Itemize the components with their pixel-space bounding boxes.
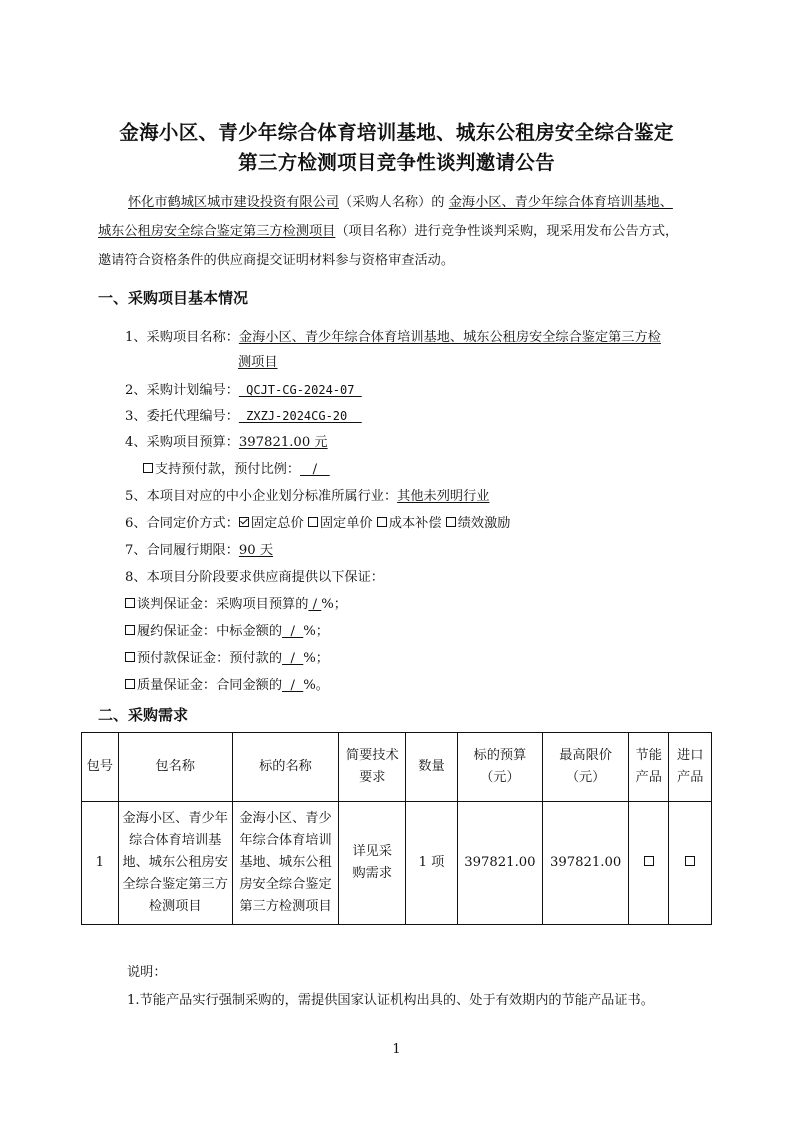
pricing-option-fixed-total: 固定总价: [250, 516, 304, 531]
item1: [125, 326, 661, 345]
guarantee-label: 履约保证金：中标金额的: [137, 624, 283, 639]
table-row: [82, 802, 712, 925]
item7: [125, 539, 273, 558]
project-name-part1: 金海小区、青少年综合体育培训基地、: [448, 195, 673, 210]
percent-suffix: %；: [303, 624, 329, 639]
cell-budget: 397821.00: [457, 802, 543, 925]
cell-pkg-no: 1: [82, 802, 119, 925]
col-header-brief: 简要技术要求: [339, 733, 406, 802]
purchaser-name: 怀化市鹤城区城市建设投资有限公司: [128, 195, 339, 210]
section1-heading: 一、采购项目基本情况: [98, 289, 249, 307]
cell-import: [669, 802, 712, 925]
pricing-option-cost-comp: 成本补偿: [388, 516, 442, 531]
item2-label: 2、采购计划编号：: [125, 383, 239, 398]
note-1: 1.节能产品实行强制采购的，需提供国家认证机构出具的、处于有效期内的节能产品证书。: [127, 993, 654, 1008]
note-label: 说明：: [127, 965, 167, 980]
pricing-option-fixed-unit: 固定单价: [319, 516, 373, 531]
guarantee-label: 质量保证金：合同金额的: [137, 678, 283, 693]
checkbox-icon: [446, 517, 456, 527]
item3-label: 3、委托代理编号：: [125, 409, 239, 424]
guarantee-label: 预付款保证金：预付款的: [137, 651, 283, 666]
item7-label: 7、合同履行期限：: [125, 543, 239, 558]
guarantee-quality: [125, 674, 329, 693]
percent-suffix: %；: [303, 651, 329, 666]
checkbox-icon: [125, 652, 135, 662]
prepay-row: [143, 458, 330, 477]
doc-title-line2: 第三方检测项目竞争性谈判邀请公告: [238, 151, 555, 174]
guarantee-performance: [125, 620, 329, 639]
item4: [125, 431, 328, 450]
project-tag: （项目名称）进行竞争性谈判采购，现采用发布公告方式，: [335, 224, 679, 239]
intro-line3: 邀请符合资格条件的供应商提交证明材料参与资格审查活动。: [98, 253, 455, 268]
item6: [125, 512, 511, 531]
col-header-energy: 节能产品: [628, 733, 669, 802]
guarantee-value: /: [308, 597, 322, 612]
col-header-pkg-name: 包名称: [118, 733, 232, 802]
item3: [125, 405, 362, 424]
cell-subject: 金海小区、青少年综合体育培训基地、城东公租房安全综合鉴定第三方检测项目: [232, 802, 338, 925]
col-header-budget: 标的预算（元）: [457, 733, 543, 802]
project-name-part2: 城东公租房安全综合鉴定第三方检测项目: [98, 224, 336, 239]
item5: [125, 485, 489, 504]
item1-value: 金海小区、青少年综合体育培训基地、城东公租房安全综合鉴定第三方检: [238, 330, 661, 345]
guarantee-value: /: [282, 651, 304, 666]
col-header-subject: 标的名称: [232, 733, 338, 802]
item1-cont: [238, 351, 278, 370]
checkbox-icon: [685, 856, 695, 866]
col-header-qty: 数量: [406, 733, 457, 802]
checkbox-icon: [125, 598, 135, 608]
col-header-pkg-no: 包号: [82, 733, 119, 802]
item5-label: 5、本项目对应的中小企业划分标准所属行业：: [125, 489, 398, 504]
requirements-table: [81, 732, 712, 925]
checkbox-icon: [644, 856, 654, 866]
budget-value: 397821.00 元: [238, 435, 328, 450]
cell-maxprice: 397821.00: [543, 802, 629, 925]
cell-brief: 详见采购需求: [339, 802, 406, 925]
item6-label: 6、合同定价方式：: [125, 516, 239, 531]
checkbox-icon: [125, 625, 135, 635]
prepay-label: 支持预付款，预付比例：: [155, 462, 301, 477]
doc-title-line1: 金海小区、青少年综合体育培训基地、城东公租房安全综合鉴定: [119, 121, 674, 144]
checkbox-icon: [308, 517, 318, 527]
term-value: 90 天: [238, 543, 274, 558]
item2: [125, 379, 362, 398]
checkbox-icon: [377, 517, 387, 527]
item8: 8、本项目分阶段要求供应商提供以下保证：: [125, 570, 384, 585]
purchaser-tag: （采购人名称）的: [339, 195, 445, 210]
prepay-value: /: [300, 462, 330, 477]
col-header-maxprice: 最高限价（元）: [543, 733, 629, 802]
checkbox-icon: [143, 463, 153, 473]
item1-label: 1、采购项目名称：: [125, 330, 239, 345]
cell-pkg-name: 金海小区、青少年综合体育培训基地、城东公租房安全综合鉴定第三方检测项目: [118, 802, 232, 925]
checkbox-icon: [125, 679, 135, 689]
agency-number: ZXZJ-2024CG-20: [238, 409, 362, 423]
col-header-import: 进口产品: [669, 733, 712, 802]
guarantee-value: /: [282, 678, 304, 693]
checked-box-icon: [239, 517, 249, 527]
item4-label: 4、采购项目预算：: [125, 435, 239, 450]
industry-value: 其他未列明行业: [397, 489, 490, 504]
guarantee-prepay: [125, 647, 329, 666]
intro-line2: [98, 220, 678, 239]
guarantee-label: 谈判保证金：采购项目预算的: [137, 597, 309, 612]
page-number: 1: [392, 1042, 401, 1057]
cell-qty: 1 项: [406, 802, 457, 925]
intro-line1: [128, 191, 673, 210]
section2-heading: 二、采购需求: [98, 706, 189, 724]
pricing-option-performance: 绩效激励: [457, 516, 511, 531]
percent-suffix: %。: [303, 678, 329, 693]
item1-value-cont: 测项目: [238, 355, 278, 370]
guarantee-negotiation: [125, 593, 347, 612]
cell-energy: [628, 802, 669, 925]
plan-number: QCJT-CG-2024-07: [238, 383, 362, 397]
guarantee-value: /: [282, 624, 304, 639]
percent-suffix: %；: [321, 597, 347, 612]
table-header-row: [82, 733, 712, 802]
